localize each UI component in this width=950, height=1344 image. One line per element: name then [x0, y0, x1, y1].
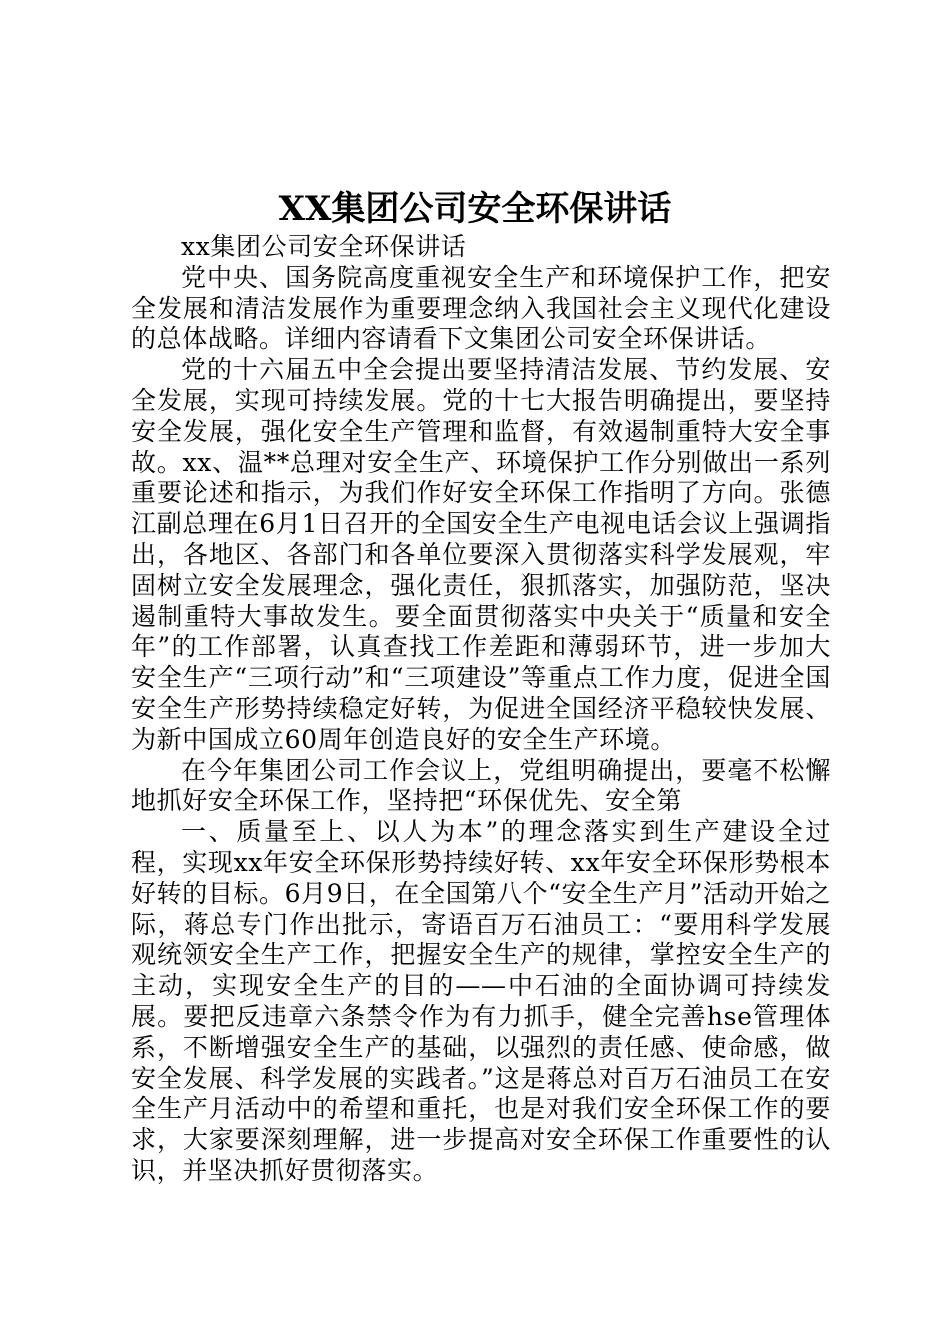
paragraph-policy: 党的十六届五中全会提出要坚持清洁发展、节约发展、安全发展，实现可持续发展。党的十七大报告明确提出，要坚持安全发展，强化安全生产管理和监督，有效遏制重特大安全事故。xx、温**总理对安全生产、环境保护工作分别做出一系列重要论述和指示，为我们作好安全环保工作指明了方向。张德江副总理在6月1日召开的全国安全生产电视电话会议上强调指出，各地区、各部门和各单位要深入贯彻落实科学发展观，牢固树立安全发展理念，强化责任，狠抓落实，加强防范，坚决遏制重特大事故发生。要全面贯彻落实中央关于“质量和安全年”的工作部署，认真查找工作差距和薄弱环节，进一步加大安全生产“三项行动”和“三项建设”等重点工作力度，促进全国安全生产形势持续稳定好转，为促进全国经济平稳较快发展、为新中国成立60周年创造良好的安全生产环境。: [131, 355, 831, 754]
paragraph-directive: 一、质量至上、以人为本”的理念落实到生产建设全过程，实现xx年安全环保形势持续好转、xx年安全环保形势根本好转的目标。6月9日，在全国第八个“安全生产月”活动开始之际，蒋总专门作出批示，寄语百万石油员工：“要用科学发展观统领安全生产工作，把握安全生产的规律，掌控安全生产的主动，实现安全生产的目的——中石油的全面协调可持续发展。要把反违章六条禁令作为有力抓手，健全完善hse管理体系，不断增强安全生产的基础，以强烈的责任感、使命感，做安全发展、科学发展的实践者。”这是蒋总对百万石油员工在安全生产月活动中的希望和重托，也是对我们安全环保工作的要求，大家要深刻理解，进一步提高对安全环保工作重要性的认识，并坚决抓好贯彻落实。: [131, 817, 831, 1185]
paragraph-intro: 党中央、国务院高度重视安全生产和环境保护工作，把安全发展和清洁发展作为重要理念纳入我国社会主义现代化建设的总体战略。详细内容请看下文集团公司安全环保讲话。: [131, 262, 831, 354]
document-body: [131, 232, 831, 1187]
paragraph-subtitle: xx集团公司安全环保讲话: [181, 232, 467, 261]
document-title: XX集团公司安全环保讲话: [278, 189, 672, 229]
paragraph-group-meeting: 在今年集团公司工作会议上，党组明确提出，要毫不松懈地抓好安全环保工作，坚持把“环保优先、安全第: [131, 755, 831, 816]
